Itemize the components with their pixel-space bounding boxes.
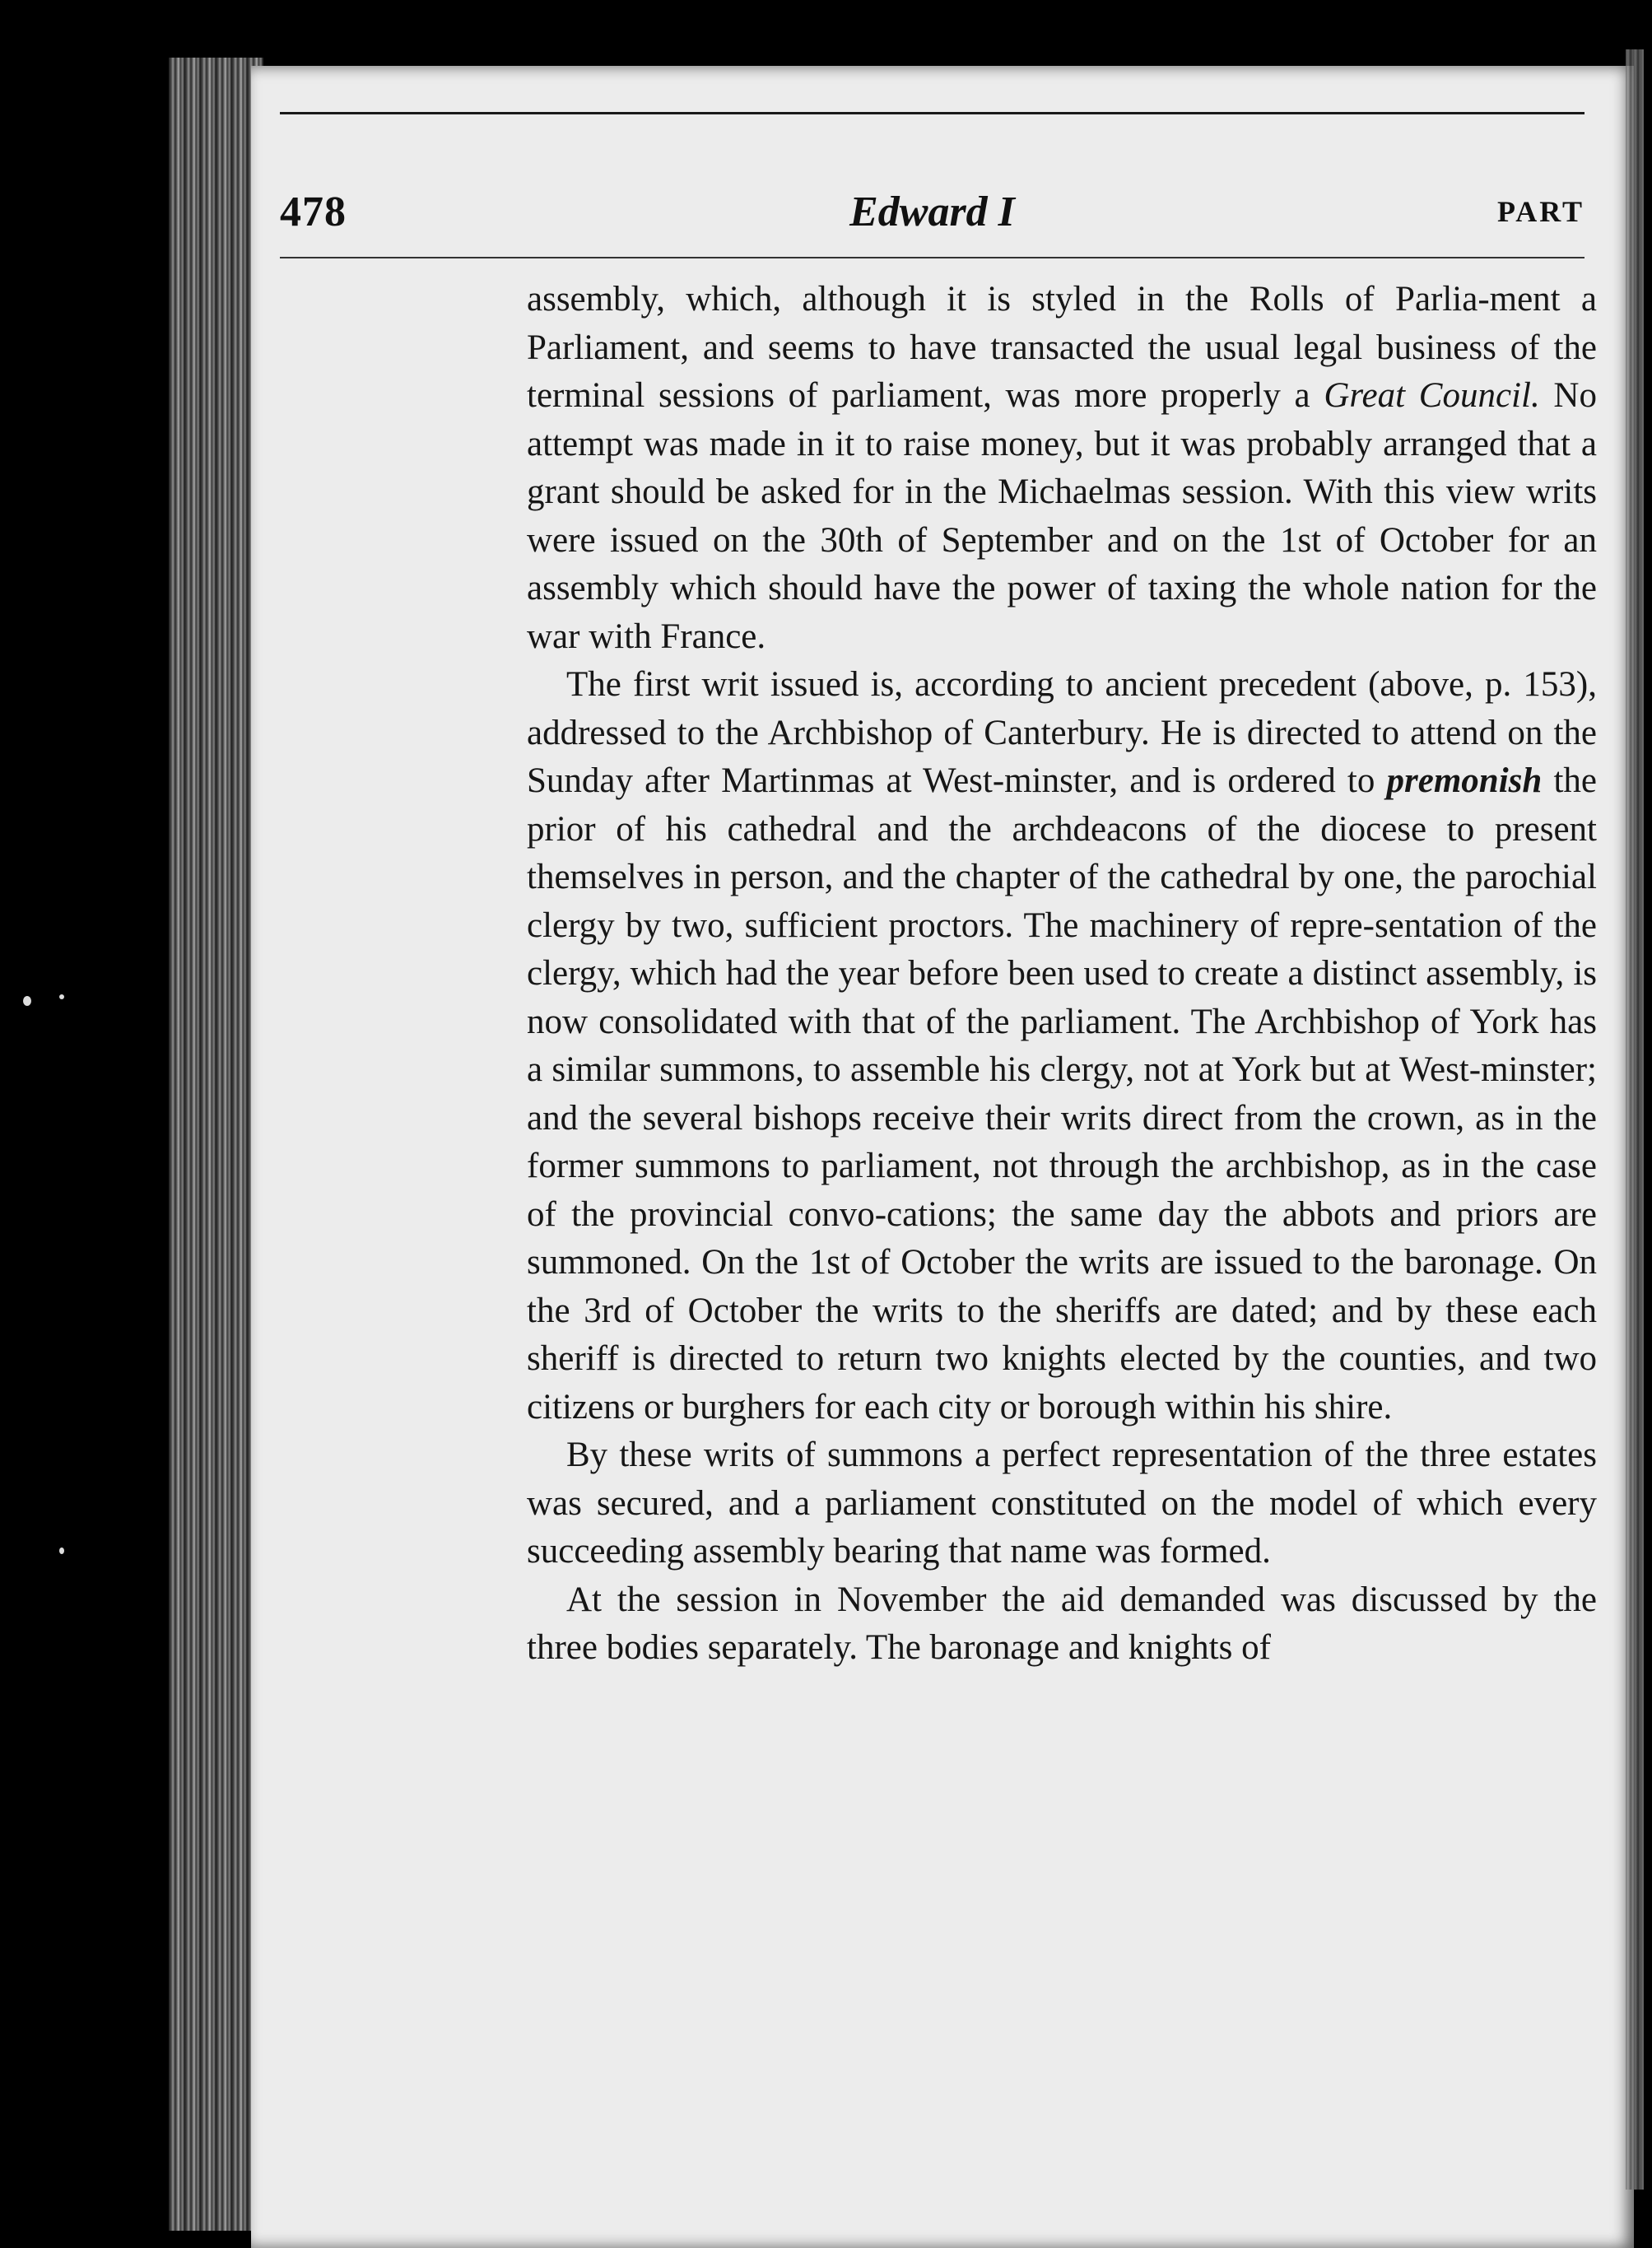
film-speck: [59, 994, 64, 999]
book-right-edge: [1626, 49, 1644, 2190]
paragraph-2: [527, 661, 1597, 1431]
top-rule: [280, 112, 1585, 114]
paragraph-4: [527, 1576, 1597, 1673]
text-run: By these writs of summons a perfect representation of the three estates was secured, and a parliament constituted on the model of which every succeeding assembly bearing that name was formed.: [527, 1436, 1597, 1571]
text-run: At the session in November the aid demanded was discussed by the three bodies separately. The baronage and knights of: [527, 1580, 1597, 1667]
running-title: Edward I: [849, 188, 1015, 235]
text-run: assembly, which, although it is styled in the Rolls of Parlia-ment a Parliament, and seems to have transacted the usual legal business of the terminal sessions of parliament, was more properly a: [527, 280, 1597, 415]
running-head: [280, 188, 1585, 245]
text-run: the prior of his cathedral and the archdeacons of the diocese to present themselves in person, and the chapter of the cathedral by one, the parochial clergy by two, sufficient proctors. The machinery of repre-sentation of the clergy, which had the year before been used to create a distinct assembly, is now consolidated with that of the parliament. The Archbishop of York has a similar summons, to assemble his clergy, not at York but at West-minster; and the several bishops receive their writs direct from the crown, as in the former summons to parliament, not through the archbishop, as in the case of the provincial convo-cations; the same day the abbots and priors are summoned. On the 1st of October the writs are issued to the baronage. On the 3rd of October the writs to the sheriffs are dated; and by these each sheriff is directed to return two knights elected by the counties, and two citizens or burghers for each city or borough within his shire.: [527, 761, 1597, 1427]
italic-term-premonish: premonish: [1386, 761, 1543, 800]
paragraph-1: [527, 276, 1597, 661]
film-speck: [23, 996, 31, 1006]
header-rule: [280, 257, 1585, 258]
film-speck: [59, 1548, 64, 1554]
page-number: 478: [280, 188, 347, 235]
book-fore-edge: [169, 58, 263, 2231]
paragraph-3: [527, 1431, 1597, 1576]
text-run: No attempt was made in it to raise money, but it was probably arranged that a grant should be asked for in the Michaelmas session. With this view writs were issued on the 30th of September and on the 1st of October for an assembly which should have the power of taxing the whole nation for the war with France.: [527, 376, 1597, 656]
text-run: The first writ issued is, according to ancient precedent (above, p. 153), addressed to the Archbishop of Canterbury. He is directed to attend on the Sunday after Martinmas at West-minster, and is ordered to: [527, 665, 1597, 800]
body-text: [527, 276, 1597, 1673]
italic-term-great-council: Great Council.: [1324, 376, 1540, 415]
part-label: PART: [1496, 195, 1585, 228]
